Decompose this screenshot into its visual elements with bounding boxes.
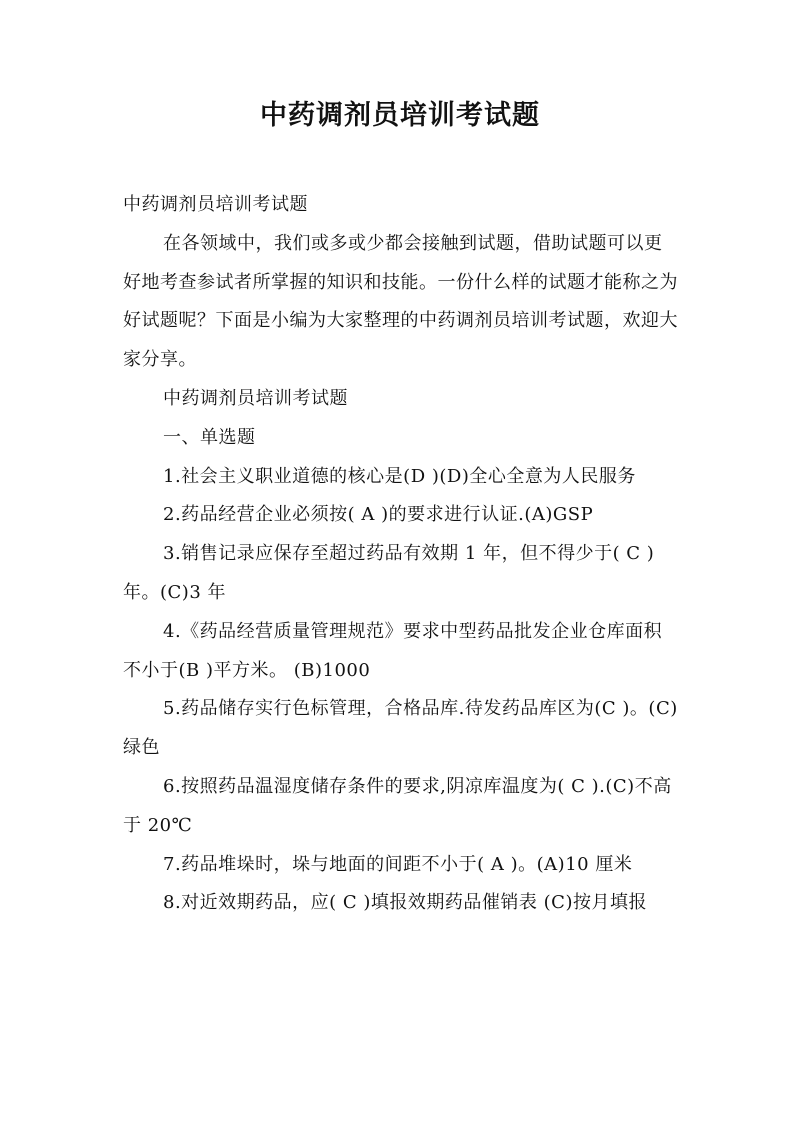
question-item-4: 4.《药品经营质量管理规范》要求中型药品批发企业仓库面积不小于(B )平方米。 (B)1000 xyxy=(123,620,663,681)
question-item-2: 2.药品经营企业必须按( A )的要求进行认证.(A)GSP xyxy=(163,504,594,526)
subtitle-paragraph: 中药调剂员培训考试题 xyxy=(123,194,308,215)
question-type-heading: 一、单选题 xyxy=(163,426,256,448)
question-item-6: 6.按照药品温湿度储存条件的要求,阴凉库温度为( C ).(C)不高于 20℃ xyxy=(123,775,672,836)
question-item-3: 3.销售记录应保存至超过药品有效期 1 年，但不得少于( C )年。(C)3 年 xyxy=(123,543,655,603)
document-body xyxy=(123,186,679,923)
section-title-paragraph: 中药调剂员培训考试题 xyxy=(163,387,348,409)
question-item-1: 1.社会主义职业道德的核心是(D )(D)全心全意为人民服务 xyxy=(163,465,636,487)
question-item-8: 8.对近效期药品，应( C )填报效期药品催销表 (C)按月填报 xyxy=(163,892,647,914)
question-item-7: 7.药品堆垛时，垛与地面的间距不小于( A )。(A)10 厘米 xyxy=(163,853,633,875)
intro-paragraph: 在各领域中，我们或多或少都会接触到试题，借助试题可以更好地考查参试者所掌握的知识和技能。一份什么样的试题才能称之为好试题呢？下面是小编为大家整理的中药调剂员培训考试题，欢迎大家分享。 xyxy=(123,232,678,371)
question-item-5: 5.药品储存实行色标管理，合格品库.待发药品库区为(C )。(C)绿色 xyxy=(123,698,678,759)
document-title: 中药调剂员培训考试题 xyxy=(260,100,540,131)
